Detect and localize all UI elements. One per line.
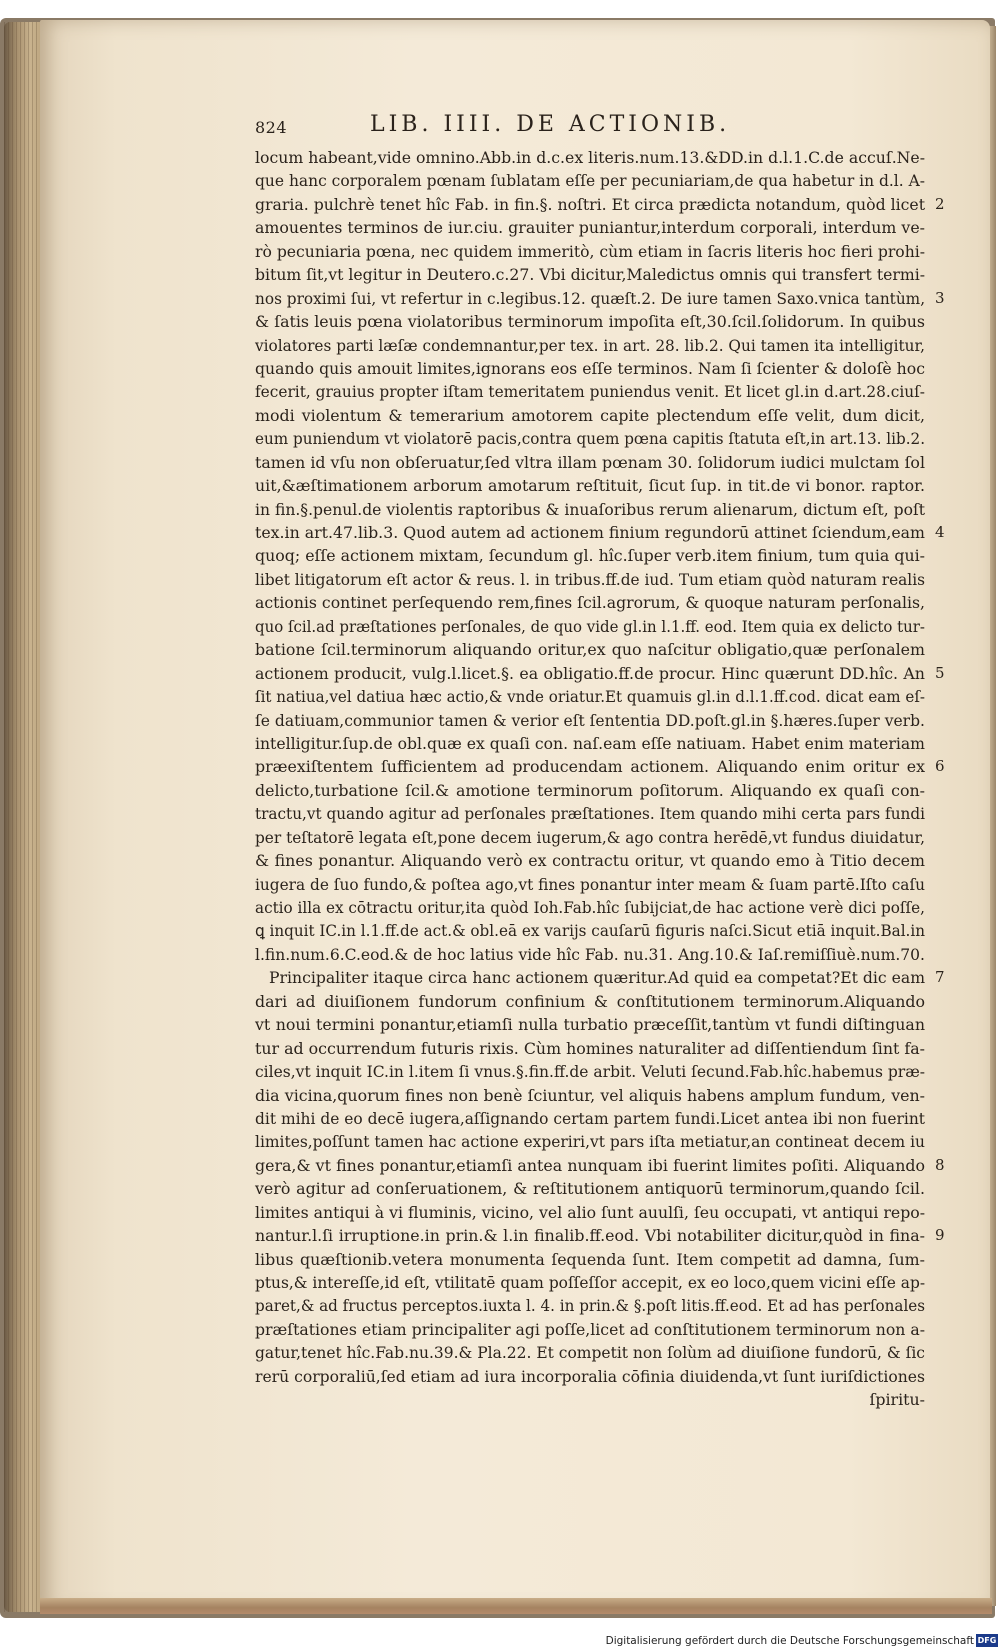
- text-line: [255, 1084, 925, 1107]
- text-line: [255, 849, 925, 872]
- text-line: [255, 216, 925, 239]
- text-line-content: nos proximi ſui, vt refertur in c.legibus.12. quæſt.2. De iure tamen Saxo.vnica tantùm,: [255, 288, 926, 308]
- running-head: [255, 112, 925, 142]
- text-line: [255, 1107, 925, 1130]
- dfg-logo: DFG: [977, 1636, 997, 1645]
- text-line-content: libet litigatorum eſt actor & reus. l. in tribus.ff.de iud. Tum etiam quòd naturam realis: [255, 569, 925, 589]
- text-line: [255, 334, 925, 357]
- text-line: [255, 1271, 925, 1294]
- text-line: [255, 568, 925, 591]
- text-line-content: delicto,turbatione ſcil.& amotione terminorum poſitorum. Aliquando ex quaſi con-: [255, 780, 925, 800]
- text-line: [255, 1177, 925, 1200]
- text-line: [255, 1060, 925, 1083]
- marginal-number: 3: [935, 288, 945, 307]
- text-line-content: uit,&æſtimationem arborum amotarum reſtituit, ſicut ſup. in tit.de vi bonor. raptor.: [255, 476, 925, 496]
- body-text: [255, 146, 945, 1412]
- text-line: [255, 685, 925, 708]
- text-line-content: que hanc corporalem pœnam ſublatam eſſe per pecuniariam,de qua habetur in d.l. A-: [255, 171, 925, 191]
- marginal-number: 5: [935, 663, 945, 682]
- text-line: [255, 1318, 925, 1341]
- text-line-content: graria. pulchrè tenet hîc Fab. in fin.§. noſtri. Et circa prædicta notandum, quòd licet: [255, 194, 926, 214]
- text-block: [255, 112, 945, 1412]
- text-line: [255, 1224, 945, 1247]
- text-line-content: & fines ponantur. Aliquando verò ex contractu oritur, vt quando emo à Titio decem: [255, 851, 925, 871]
- text-line-content: libus quæſtionib.vetera monumenta ſequenda ſunt. Item competit ad damna, ſum-: [255, 1249, 925, 1269]
- text-line-content: actionis continet perſequendo rem,fines ſcil.agrorum, & quoque naturam perſonalis,: [255, 593, 926, 613]
- text-line: [255, 615, 925, 638]
- text-line-content: rò pecuniaria pœna, nec quidem immeritò, cùm etiam in ſacris literis hoc fieri prohi-: [255, 241, 926, 261]
- text-line: [255, 427, 925, 450]
- text-line: [255, 662, 945, 685]
- text-line-content: quoq; eſſe actionem mixtam, ſecundum gl. hîc.ſuper verb.item finium, tum quia qui-: [255, 546, 925, 566]
- text-line: [255, 310, 925, 333]
- text-line-content: locum habeant,vide omnino.Abb.in d.c.ex literis.num.13.&DD.in d.l.1.C.de accuſ.Ne-: [255, 148, 926, 167]
- text-line-content: iugera de ſuo fundo,& poſtea ago,vt fines ponantur inter meam & ſuam partē.Iſto caſu: [255, 874, 926, 894]
- marginal-number: 2: [935, 194, 945, 213]
- text-line: [255, 873, 925, 896]
- text-line: [255, 404, 925, 427]
- text-line-content: in fin.§.penul.de violentis raptoribus & inuaſoribus rerum alienarum, dictum eſt, poſt: [255, 499, 926, 519]
- text-line: [255, 966, 945, 989]
- text-line-content: nantur.l.ſi irruptione.in prin.& l.in finalib.ff.eod. Vbi notabiliter dicitur,quòd in fina-: [255, 1226, 925, 1246]
- text-line-content: paret,& ad fructus perceptos.iuxta l. 4. in prin.& §.poſt litis.ff.eod. Et ad has perſonales: [255, 1296, 926, 1316]
- text-line-content: vt noui termini ponantur,etiamſi nulla turbatio præceſſit,tantùm vt fundi diſtinguan: [255, 1015, 925, 1035]
- text-line-content: & ſatis leuis pœna violatoribus terminorum impoſita eſt,30.ſcil.ſolidorum. In quibus: [255, 312, 925, 332]
- text-line: [255, 357, 925, 380]
- text-line: [255, 638, 925, 661]
- text-line: [255, 1013, 925, 1036]
- text-line: [255, 498, 925, 521]
- text-line: [255, 802, 925, 825]
- text-line-content: ſpiritu-: [869, 1390, 925, 1410]
- text-line: [255, 544, 925, 567]
- text-line-content: l.fin.num.6.C.eod.& de hoc latius vide hîc Fab. nu.31. Ang.10.& Iaſ.remiſſiuè.num.70.: [255, 944, 925, 964]
- text-line-content: quo ſcil.ad præſtationes perſonales, de quo vide gl.in l.1.ff. eod. Item quia ex delicto tur-: [255, 616, 925, 636]
- text-line-content: quando quis amouit limites,ignorans eos eſſe terminos. Nam ſi ſcienter & doloſè hoc: [255, 358, 926, 378]
- funding-credit: Digitalisierung gefördert durch die Deutsche Forschungsgemeinschaft: [605, 1635, 974, 1647]
- text-line: [255, 169, 925, 192]
- text-line: [255, 193, 945, 216]
- text-line: [255, 380, 925, 403]
- text-line: [255, 521, 945, 544]
- text-line-content: eum puniendum vt violatorē pacis,contra quem pœna capitis ſtatuta eſt,in art.13. lib.2.: [255, 429, 926, 449]
- text-line: [255, 146, 925, 169]
- text-line: [255, 1365, 925, 1388]
- text-line: [255, 896, 925, 919]
- text-line-content: ꝗ inquit IC.in l.1.ff.de act.& obl.eā ex varijs cauſarū figuris naſci.Sicut etiā inquit.Bal.in: [255, 921, 926, 941]
- text-line: [255, 779, 925, 802]
- text-line: [255, 240, 925, 263]
- text-line-content: tur ad occurrendum futuris rixis. Cùm homines naturaliter ad diſſentiendum ſint fa-: [255, 1038, 926, 1058]
- text-line-content: tractu,vt quando agitur ad perſonales præſtationes. Item quando mihi certa pars fundi: [255, 804, 925, 824]
- text-line-content: intelligitur.ſup.de obl.quæ ex quaſi con. naſ.eam eſſe natiuam. Habet enim materiam: [255, 733, 925, 753]
- text-line: [255, 263, 925, 286]
- text-line-content: rerū corporaliū,ſed etiam ad iura incorporalia cōfinia diuidenda,vt ſunt iuriſdictiones: [255, 1366, 925, 1386]
- text-line-content: præſtationes etiam principaliter agi poſſe,licet ad conſtitutionem terminorum non a-: [255, 1319, 925, 1339]
- text-line-content: dia vicina,quorum fines non benè ſciuntur, vel aliquis habens amplum fundum, ven-: [255, 1085, 925, 1105]
- marginal-number: 4: [935, 523, 945, 541]
- text-line: [255, 1130, 925, 1153]
- text-line-content: præexiſtentem ſufficientem ad producendam actionem. Aliquando enim oritur ex: [255, 757, 925, 777]
- page-number: 824: [255, 118, 288, 137]
- text-line: [255, 1388, 925, 1411]
- text-line-content: verò agitur ad conſeruationem, & reſtitutionem antiquorū terminorum,quando ſcil.: [255, 1179, 925, 1199]
- text-line: [255, 474, 925, 497]
- text-line-content: gatur,tenet hîc.Fab.nu.39.& Pla.22. Et competit non ſolùm ad diuiſione fundorū, & ſic: [255, 1343, 925, 1363]
- text-line-content: bitum ſit,vt legitur in Deutero.c.27. Vbi dicitur,Maledictus omnis qui transfert termi-: [255, 265, 926, 285]
- text-line-content: fecerit, grauius propter iſtam temeritatem puniendus venit. Et licet gl.in d.art.28.ciuſ-: [255, 382, 926, 402]
- text-line-content: per teſtatorē legata eſt,pone decem iugerum,& ago contra herēdē,vt fundus diuidatur,: [255, 827, 926, 847]
- book-bottom-edge: [40, 1598, 992, 1614]
- text-line-content: batione ſcil.terminorum aliquando oritur,ex quo naſcitur obligatio,quæ perſonalem: [255, 640, 925, 660]
- text-line-content: ſe datiuam,communior tamen & verior eſt ſententia DD.poſt.gl.in §.hæres.ſuper verb.: [255, 710, 925, 730]
- text-line: [255, 943, 925, 966]
- text-line-content: violatores parti læſæ condemnantur,per tex. in art. 28. lib.2. Qui tamen ita intelligitur,: [255, 335, 925, 355]
- marginal-number: 7: [935, 968, 945, 987]
- text-line: [255, 826, 925, 849]
- text-line-content: dit mihi de eo decē iugera,aſſignando certam partem fundi.Licet antea ibi non fuerint: [255, 1108, 925, 1128]
- text-line-content: gera,& vt fines ponantur,etiamſi antea nunquam ibi fuerint limites poſiti. Aliquando: [255, 1155, 925, 1175]
- text-line-content: ſit natiua,vel datiua hæc actio,& vnde oriatur.Et quamuis gl.in d.l.1.ff.cod. dicat eam eſ-: [255, 687, 926, 707]
- text-line-content: tamen id vſu non obſeruatur,ſed vltra illam pœnam 30. ſolidorum iudici mulctam ſol: [255, 452, 925, 472]
- text-line: [255, 1294, 925, 1317]
- text-line-content: ciles,vt inquit IC.in l.item ſi vnus.§.fin.ff.de arbit. Veluti ſecund.Fab.hîc.habemus præ-: [255, 1062, 926, 1082]
- running-title: LIB. IIII. DE ACTIONIB.: [370, 112, 731, 137]
- text-line-content: dari ad diuiſionem fundorum confinium & conſtitutionem terminorum.Aliquando: [255, 991, 925, 1011]
- text-line-content: tex.in art.47.lib.3. Quod autem ad actionem finium regundorū attinet ſciendum,eam: [255, 523, 925, 542]
- text-line: [255, 1341, 925, 1364]
- marginal-number: 9: [935, 1226, 945, 1245]
- text-line-content: amouentes terminos de iur.ciu. grauiter puniantur,interdum corporali, interdum ve-: [255, 218, 926, 238]
- text-line-content: limites antiqui à vi fluminis, vicino, vel alio ſunt auulſi, ſeu occupati, vt antiqui repo-: [255, 1202, 926, 1222]
- marginal-number: 6: [935, 757, 945, 776]
- text-line: [255, 919, 925, 942]
- text-line: [255, 1248, 925, 1271]
- text-line: [255, 451, 925, 474]
- text-line-content: actio illa ex cōtractu oritur,ita quòd Ioh.Fab.hîc ſubijciat,de hac actione verè dici poſſe,: [255, 898, 926, 917]
- text-line-content: actionem producit, vulg.l.licet.§. ea obligatio.ff.de procur. Hinc quærunt DD.hîc. An: [255, 663, 925, 683]
- text-line-content: Principaliter itaque circa hanc actionem quæritur.Ad quid ea competat?Et dic eam: [269, 968, 926, 988]
- marginal-number: 8: [935, 1155, 945, 1174]
- text-line-content: modi violentum & temerarium amotorem capite plectendum eſſe velit, dum dicit,: [255, 405, 925, 425]
- text-line: [255, 1037, 925, 1060]
- text-line-content: ptus,& intereſſe,id eſt, vtilitatē quam poſſeſſor accepit, ex eo loco,quem vicini eſſe ap-: [255, 1273, 926, 1292]
- text-line: [255, 755, 945, 778]
- text-line: [255, 1154, 945, 1177]
- text-line: [255, 990, 925, 1013]
- text-line-content: limites,poſſunt tamen hac actione experiri,vt pars iſta metiatur,an contineat decem iu: [255, 1132, 925, 1152]
- text-line: [255, 287, 945, 310]
- text-line: [255, 709, 925, 732]
- digitization-footer: [0, 1634, 1000, 1650]
- text-line: [255, 732, 925, 755]
- text-line: [255, 591, 925, 614]
- text-line: [255, 1201, 925, 1224]
